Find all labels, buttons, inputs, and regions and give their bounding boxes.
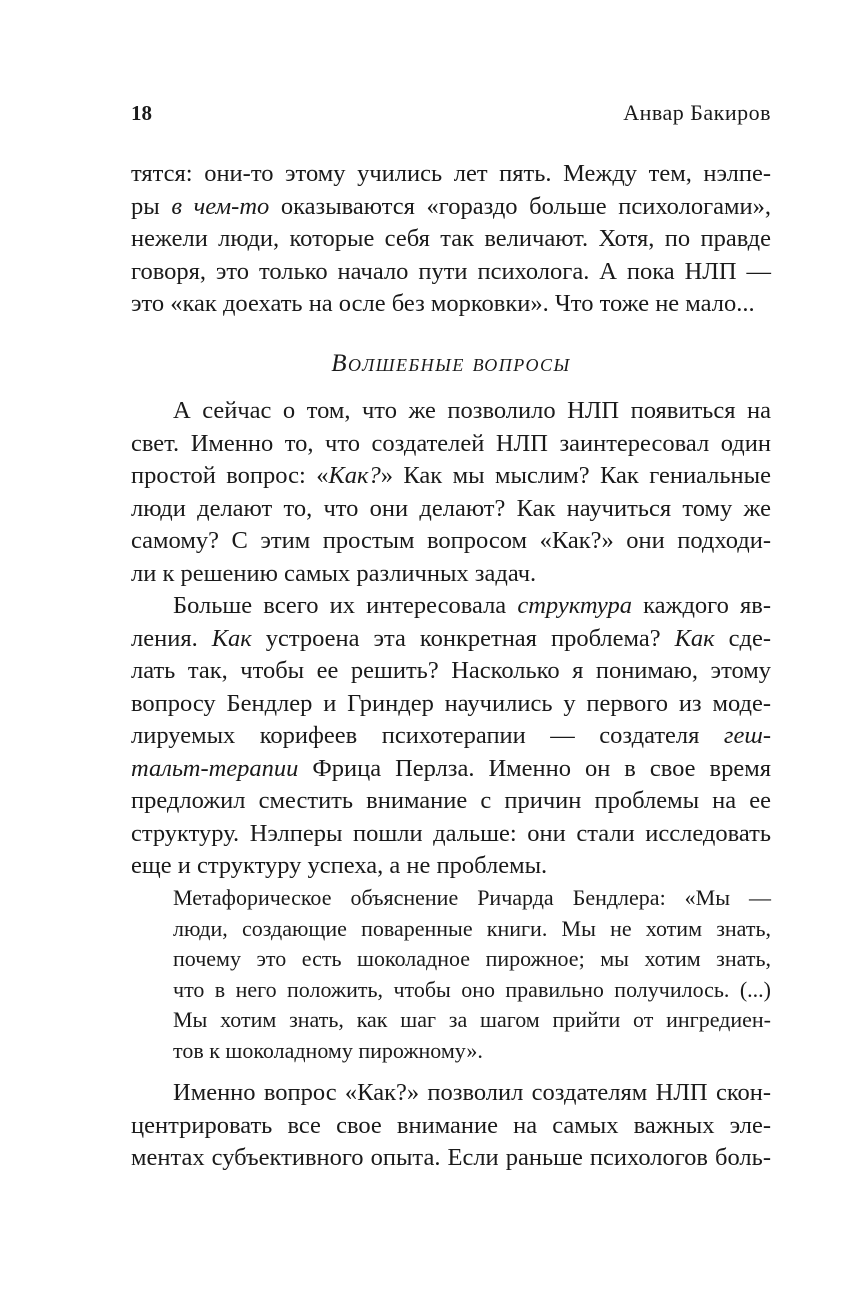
quote-line: что в него положить, чтобы оно правильно получилось. (...)	[173, 976, 771, 1002]
text-line: Больше всего их интересовала структура каждого яв-	[173, 592, 771, 619]
text-line: свет. Именно то, что создателей НЛП заинтересовал один	[131, 429, 771, 457]
text-line: центрировать все свое внимание на самых важных эле-	[131, 1111, 771, 1139]
text-line: предложил сместить внимание с причин проблемы на ее	[131, 787, 771, 814]
text-line: тятся: они-то этому учились лет пять. Между тем, нэлпе-	[131, 160, 771, 187]
text-line: еще и структуру успеха, а не проблемы.	[131, 852, 548, 879]
text-line: лируемых корифеев психотерапии — создателя геш-	[131, 722, 771, 749]
quote-line: Метафорическое объяснение Ричарда Бендлера: «Мы —	[173, 885, 771, 910]
text-line: говоря, это только начало пути психолога. А пока НЛП —	[131, 257, 771, 285]
running-head-author: Анвар Бакиров	[623, 100, 771, 125]
paragraph-4	[131, 1077, 771, 1175]
page-header	[131, 100, 771, 130]
text-line: Именно вопрос «Как?» позволил создателям НЛП скон-	[173, 1079, 771, 1106]
text-line: нежели люди, которые себя так величают. Хотя, по правде	[131, 225, 771, 252]
paragraph-2	[131, 395, 771, 590]
paragraph-1	[131, 158, 771, 321]
text-line: вопросу Бендлер и Гриндер научились у первого из моде-	[131, 689, 771, 717]
text-line: ры в чем-то оказываются «гораздо больше психологами»,	[131, 192, 772, 220]
section-title: Волшебные вопросы	[331, 350, 571, 377]
text-line: тальт-терапии Фрица Перлза. Именно он в свое время	[131, 754, 771, 782]
quote-line: Мы хотим знать, как шаг за шагом прийти от ингредиен-	[173, 1007, 771, 1032]
text-line: самому? С этим простым вопросом «Как?» они подходи-	[131, 527, 771, 554]
paragraph-3	[131, 590, 771, 883]
text-line: люди делают то, что они делают? Как научиться тому же	[131, 494, 771, 522]
quote-line: почему это есть шоколадное пирожное; мы хотим знать,	[173, 946, 771, 971]
text-line: структуру. Нэлперы пошли дальше: они стали исследовать	[131, 819, 771, 847]
text-line: ментах субъективного опыта. Если раньше психологов боль-	[131, 1144, 771, 1171]
text-line: это «как доехать на осле без морковки». Что тоже не мало...	[131, 290, 755, 317]
text-line: ли к решению самых различных задач.	[131, 559, 537, 587]
text-line: А сейчас о том, что же позволило НЛП появиться на	[173, 397, 771, 424]
text-line: ления. Как устроена эта конкретная проблема? Как сде-	[131, 624, 771, 652]
text-line: лать так, чтобы ее решить? Насколько я понимаю, этому	[131, 657, 771, 684]
page-number: 18	[131, 101, 152, 125]
quote-line: тов к шоколадному пирожному».	[173, 1037, 483, 1063]
quote-line: люди, создающие поваренные книги. Мы не хотим знать,	[173, 915, 771, 941]
text-line: простой вопрос: «Как?» Как мы мыслим? Как гениальные	[131, 462, 771, 489]
block-quote	[173, 883, 771, 1066]
